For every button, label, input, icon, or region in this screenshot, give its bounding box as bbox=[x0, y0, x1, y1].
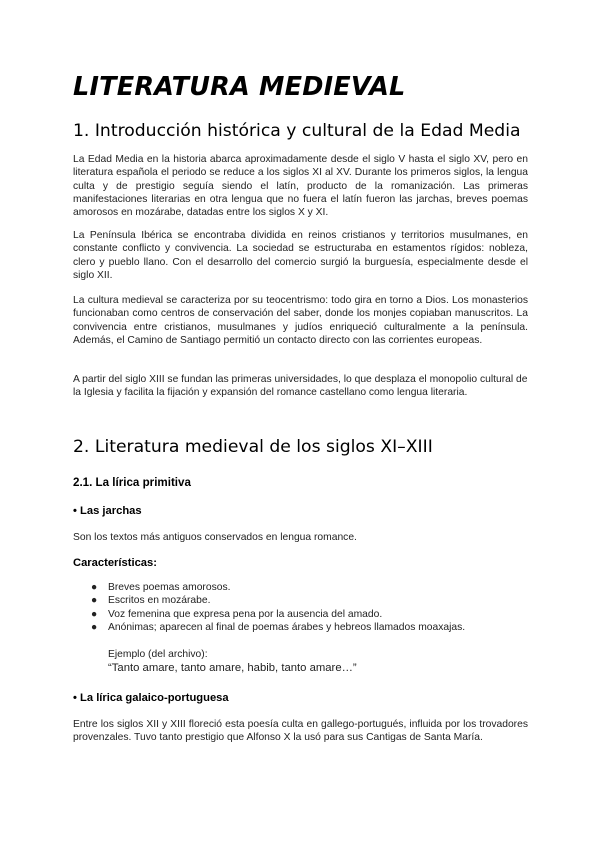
bullet-icon: ● bbox=[91, 621, 98, 633]
bullet-icon: ● bbox=[91, 608, 98, 620]
jarchas-intro: Son los textos más antiguos conservados en lengua romance. bbox=[73, 532, 357, 543]
galaico-portuguesa-heading: • La lírica galaico-portuguesa bbox=[73, 692, 229, 704]
example-label: Ejemplo (del archivo): bbox=[108, 649, 208, 660]
list-item-text: Breves poemas amorosos. bbox=[108, 582, 231, 593]
paragraph-universidades: A partir del siglo XIII se fundan las primeras universidades, lo que desplaza el monopolio cultural de la Iglesia y facilita la fijación y expansión del romance castellano como lengua literaria. bbox=[73, 374, 528, 399]
list-item-text: Voz femenina que expresa pena por la ausencia del amado. bbox=[108, 608, 383, 620]
section-2-heading: 2. Literatura medieval de los siglos XI–XIII bbox=[73, 437, 433, 457]
document-title: LITERATURA MEDIEVAL bbox=[73, 72, 406, 102]
bullet-icon: ● bbox=[91, 595, 98, 607]
list-item bbox=[73, 594, 465, 607]
list-item bbox=[73, 608, 465, 621]
list-item-text: Anónimas; aparecen al final de poemas árabes y hebreos llamados moaxajas. bbox=[108, 621, 466, 633]
section-1-heading: 1. Introducción histórica y cultural de la Edad Media bbox=[73, 121, 521, 141]
list-item bbox=[73, 581, 465, 594]
paragraph-cultura: La cultura medieval se caracteriza por su teocentrismo: todo gira en torno a Dios. Los monasterios funcionaban como centros de conservación del saber, donde los monjes copiaban manuscritos. La convivencia entre cristianos, musulmanes y judíos enriqueció culturalmente a la península. Además, el Camino de Santiago permitió un contacto directo con las corrientes europeas. bbox=[73, 295, 528, 346]
paragraph-peninsula: La Península Ibérica se encontraba dividida en reinos cristianos y territorios musulmanes, en constante conflicto y convivencia. La sociedad se estructuraba en estamentos rígidos: nobleza, clero y pueblo llano. Con el desarrollo del comercio surgió la burguesía, especialmente desde el siglo XII. bbox=[73, 230, 528, 281]
list-item bbox=[73, 621, 465, 634]
features-label: Características: bbox=[73, 557, 157, 569]
list-item-text: Escritos en mozárabe. bbox=[108, 595, 211, 607]
features-list bbox=[73, 581, 465, 634]
paragraph-galaico-portuguesa: Entre los siglos XII y XIII floreció esta poesía culta en gallego-portugués, influida por los trovadores provenzales. Tuvo tanto prestigio que Alfonso X la usó para sus Cantigas de Santa María. bbox=[73, 719, 528, 744]
jarchas-heading: • Las jarchas bbox=[73, 505, 142, 517]
paragraph-edad-media: La Edad Media en la historia abarca aproximadamente desde el siglo V hasta el siglo XV, pero en literatura española el periodo se reduce a los siglos XI al XV. Durante los primeros siglos, la lengua culta y de prestigio seguía siendo el latín, producto de la romanización. Las primeras manifestaciones literarias en otra lengua que no fuera el latín fueron las jarchas, breves poemas amorosos en mozárabe, datadas entre los siglos X y XI. bbox=[73, 154, 528, 219]
example-quote: “Tanto amare, tanto amare, habib, tanto amare…” bbox=[108, 662, 357, 674]
bullet-icon: ● bbox=[91, 582, 98, 593]
subsection-lirica-primitiva-heading: 2.1. La lírica primitiva bbox=[73, 476, 191, 489]
